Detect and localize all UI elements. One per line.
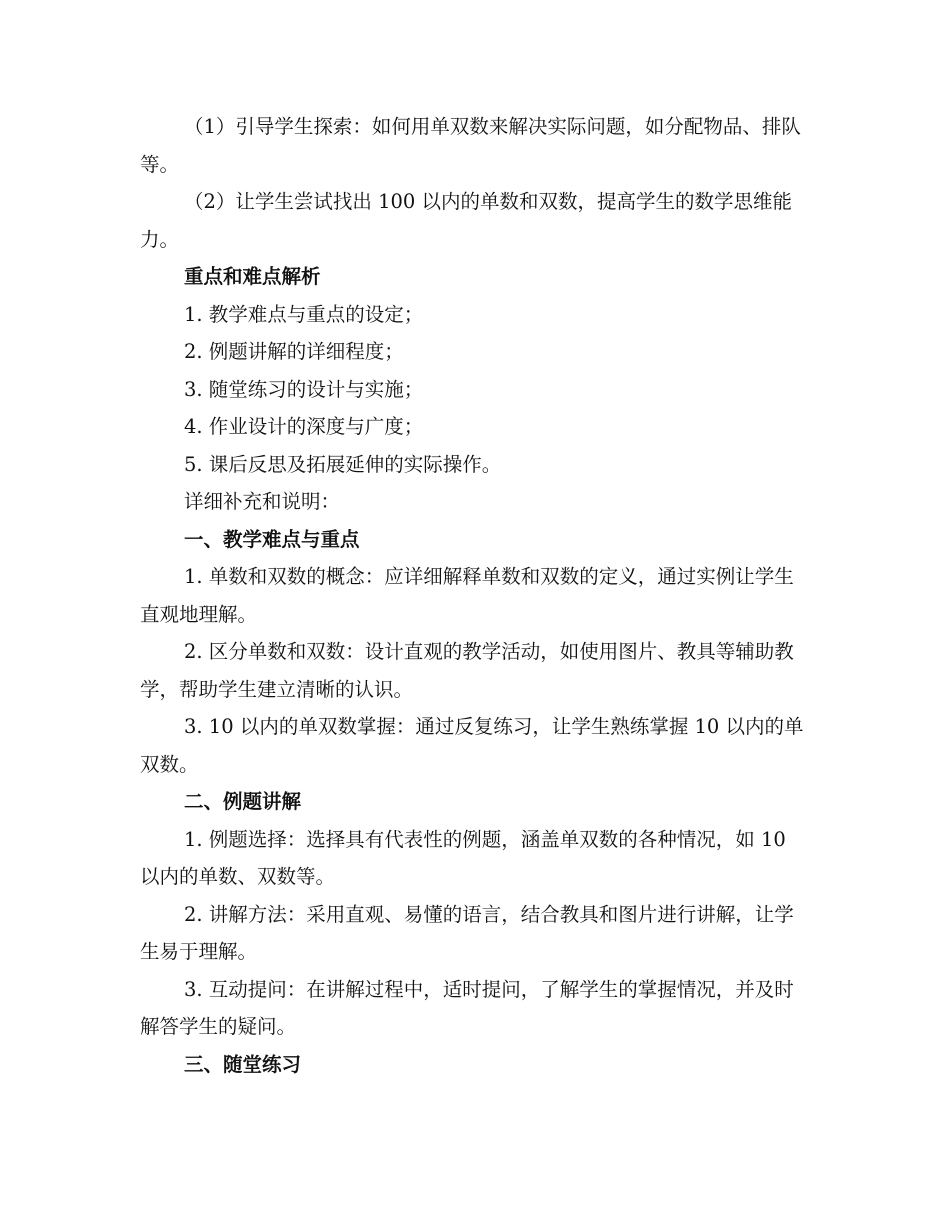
supplement-note: 详细补充和说明：	[184, 490, 341, 513]
section-heading-1: 一、教学难点与重点	[184, 527, 360, 551]
intro-paragraph-1: （1）引导学生探索：如何用单双数来解决实际问题，如分配物品、排队等。	[140, 115, 801, 176]
section-1-item-3: 3. 10 以内的单双数掌握：通过反复练习，让学生熟练掌握 10 以内的单双数。	[140, 715, 804, 776]
analysis-item-5: 5. 课后反思及拓展延伸的实际操作。	[184, 452, 502, 476]
intro-paragraph-2: （2）让学生尝试找出 100 以内的单数和双数，提高学生的数学思维能力。	[140, 190, 793, 251]
document-body	[140, 108, 810, 1083]
section-2-item-1: 1. 例题选择：选择具有代表性的例题，涵盖单双数的各种情况，如 10 以内的单数、双数等。	[140, 827, 786, 888]
section-2-item-3: 3. 互动提问：在讲解过程中，适时提问，了解学生的掌握情况，并及时解答学生的疑问。	[140, 977, 794, 1038]
analysis-item-3: 3. 随堂练习的设计与实施；	[184, 377, 424, 401]
section-heading-3: 三、随堂练习	[184, 1052, 302, 1076]
section-heading-analysis: 重点和难点解析	[184, 265, 321, 288]
analysis-item-4: 4. 作业设计的深度与广度；	[184, 415, 424, 438]
analysis-item-1: 1. 教学难点与重点的设定；	[184, 302, 424, 326]
section-1-item-2: 2. 区分单数和双数：设计直观的教学活动，如使用图片、教具等辅助教学，帮助学生建立清晰的认识。	[140, 640, 794, 701]
section-heading-2: 二、例题讲解	[184, 790, 302, 813]
analysis-item-2: 2. 例题讲解的详细程度；	[184, 340, 404, 363]
section-2-item-2: 2. 讲解方法：采用直观、易懂的语言，结合教具和图片进行讲解，让学生易于理解。	[140, 902, 794, 963]
section-1-item-1: 1. 单数和双数的概念：应详细解释单数和双数的定义，通过实例让学生直观地理解。	[140, 565, 794, 626]
